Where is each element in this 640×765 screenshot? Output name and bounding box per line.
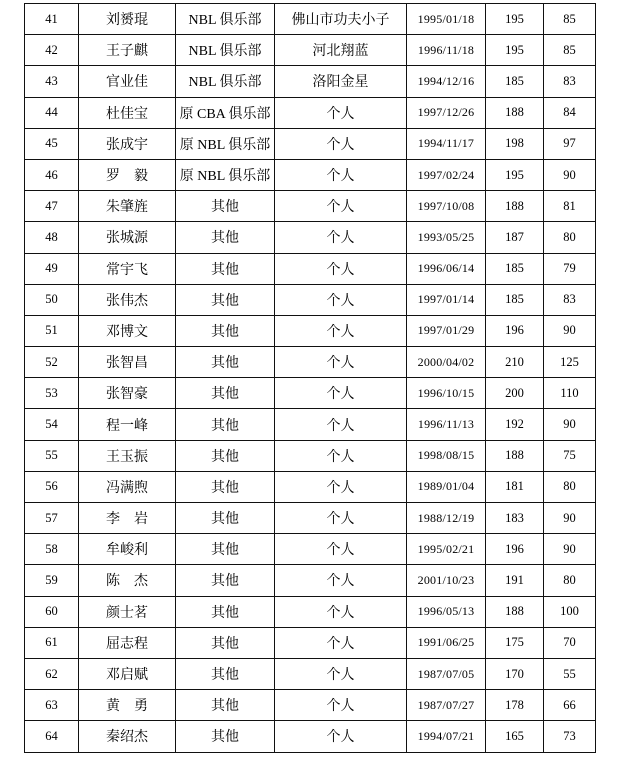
weight-cell: 80 xyxy=(544,222,596,253)
player-name-cell: 罗 毅 xyxy=(79,159,176,190)
row-number-cell: 45 xyxy=(25,128,79,159)
table-row xyxy=(25,284,596,315)
height-cell: 210 xyxy=(486,347,544,378)
height-cell: 185 xyxy=(486,284,544,315)
weight-cell: 85 xyxy=(544,4,596,35)
height-cell: 188 xyxy=(486,97,544,128)
source-club-cell: 原 NBL 俱乐部 xyxy=(176,159,275,190)
player-name-cell: 王玉振 xyxy=(79,440,176,471)
weight-cell: 55 xyxy=(544,658,596,689)
table-row xyxy=(25,191,596,222)
player-name-cell: 王子麒 xyxy=(79,35,176,66)
height-cell: 188 xyxy=(486,596,544,627)
team-cell: 个人 xyxy=(275,191,407,222)
row-number-cell: 63 xyxy=(25,690,79,721)
table-row xyxy=(25,565,596,596)
row-number-cell: 44 xyxy=(25,97,79,128)
weight-cell: 125 xyxy=(544,347,596,378)
row-number-cell: 59 xyxy=(25,565,79,596)
table-row xyxy=(25,721,596,752)
team-cell: 个人 xyxy=(275,503,407,534)
height-cell: 195 xyxy=(486,4,544,35)
player-name-cell: 程一峰 xyxy=(79,409,176,440)
table-row xyxy=(25,315,596,346)
player-name-cell: 张智豪 xyxy=(79,378,176,409)
table-row xyxy=(25,35,596,66)
height-cell: 195 xyxy=(486,35,544,66)
row-number-cell: 52 xyxy=(25,347,79,378)
row-number-cell: 41 xyxy=(25,4,79,35)
player-name-cell: 杜佳宝 xyxy=(79,97,176,128)
height-cell: 195 xyxy=(486,159,544,190)
team-cell: 个人 xyxy=(275,97,407,128)
player-name-cell: 朱肇旌 xyxy=(79,191,176,222)
birth-date-cell: 1996/11/18 xyxy=(407,35,486,66)
team-cell: 洛阳金星 xyxy=(275,66,407,97)
source-club-cell: 其他 xyxy=(176,471,275,502)
team-cell: 个人 xyxy=(275,440,407,471)
height-cell: 196 xyxy=(486,534,544,565)
birth-date-cell: 1989/01/04 xyxy=(407,471,486,502)
player-name-cell: 邓启赋 xyxy=(79,658,176,689)
source-club-cell: 其他 xyxy=(176,596,275,627)
height-cell: 188 xyxy=(486,440,544,471)
player-name-cell: 陈 杰 xyxy=(79,565,176,596)
source-club-cell: 其他 xyxy=(176,534,275,565)
weight-cell: 79 xyxy=(544,253,596,284)
player-name-cell: 刘赟琨 xyxy=(79,4,176,35)
height-cell: 188 xyxy=(486,191,544,222)
birth-date-cell: 2000/04/02 xyxy=(407,347,486,378)
player-table xyxy=(24,3,596,753)
birth-date-cell: 1997/12/26 xyxy=(407,97,486,128)
row-number-cell: 49 xyxy=(25,253,79,284)
source-club-cell: 其他 xyxy=(176,315,275,346)
source-club-cell: 其他 xyxy=(176,503,275,534)
source-club-cell: 其他 xyxy=(176,627,275,658)
source-club-cell: 其他 xyxy=(176,191,275,222)
source-club-cell: 原 NBL 俱乐部 xyxy=(176,128,275,159)
player-name-cell: 张智昌 xyxy=(79,347,176,378)
player-name-cell: 颜士茗 xyxy=(79,596,176,627)
team-cell: 个人 xyxy=(275,159,407,190)
birth-date-cell: 1997/01/29 xyxy=(407,315,486,346)
height-cell: 196 xyxy=(486,315,544,346)
table-row xyxy=(25,627,596,658)
birth-date-cell: 1998/08/15 xyxy=(407,440,486,471)
birth-date-cell: 1996/05/13 xyxy=(407,596,486,627)
source-club-cell: 其他 xyxy=(176,409,275,440)
height-cell: 185 xyxy=(486,66,544,97)
player-name-cell: 张城源 xyxy=(79,222,176,253)
birth-date-cell: 1994/11/17 xyxy=(407,128,486,159)
source-club-cell: 其他 xyxy=(176,222,275,253)
table-row xyxy=(25,159,596,190)
team-cell: 个人 xyxy=(275,378,407,409)
source-club-cell: 其他 xyxy=(176,658,275,689)
birth-date-cell: 1995/02/21 xyxy=(407,534,486,565)
row-number-cell: 61 xyxy=(25,627,79,658)
birth-date-cell: 1997/10/08 xyxy=(407,191,486,222)
player-name-cell: 官业佳 xyxy=(79,66,176,97)
table-row xyxy=(25,128,596,159)
team-cell: 个人 xyxy=(275,409,407,440)
team-cell: 个人 xyxy=(275,128,407,159)
birth-date-cell: 1987/07/27 xyxy=(407,690,486,721)
table-row xyxy=(25,503,596,534)
weight-cell: 90 xyxy=(544,503,596,534)
team-cell: 个人 xyxy=(275,222,407,253)
player-name-cell: 李 岩 xyxy=(79,503,176,534)
player-name-cell: 张成宇 xyxy=(79,128,176,159)
table-row xyxy=(25,97,596,128)
team-cell: 个人 xyxy=(275,347,407,378)
weight-cell: 80 xyxy=(544,565,596,596)
table-row xyxy=(25,658,596,689)
team-cell: 个人 xyxy=(275,565,407,596)
table-row xyxy=(25,347,596,378)
team-cell: 个人 xyxy=(275,627,407,658)
weight-cell: 84 xyxy=(544,97,596,128)
team-cell: 个人 xyxy=(275,315,407,346)
source-club-cell: 其他 xyxy=(176,440,275,471)
team-cell: 个人 xyxy=(275,253,407,284)
table-row xyxy=(25,596,596,627)
row-number-cell: 60 xyxy=(25,596,79,627)
row-number-cell: 47 xyxy=(25,191,79,222)
source-club-cell: 其他 xyxy=(176,253,275,284)
team-cell: 河北翔蓝 xyxy=(275,35,407,66)
weight-cell: 73 xyxy=(544,721,596,752)
source-club-cell: 其他 xyxy=(176,690,275,721)
height-cell: 178 xyxy=(486,690,544,721)
birth-date-cell: 1988/12/19 xyxy=(407,503,486,534)
height-cell: 183 xyxy=(486,503,544,534)
weight-cell: 80 xyxy=(544,471,596,502)
row-number-cell: 43 xyxy=(25,66,79,97)
height-cell: 191 xyxy=(486,565,544,596)
row-number-cell: 64 xyxy=(25,721,79,752)
source-club-cell: 其他 xyxy=(176,378,275,409)
table-row xyxy=(25,440,596,471)
table-row xyxy=(25,409,596,440)
source-club-cell: NBL 俱乐部 xyxy=(176,66,275,97)
birth-date-cell: 1991/06/25 xyxy=(407,627,486,658)
table-body xyxy=(25,4,596,753)
height-cell: 170 xyxy=(486,658,544,689)
height-cell: 175 xyxy=(486,627,544,658)
table-row xyxy=(25,471,596,502)
weight-cell: 110 xyxy=(544,378,596,409)
table-row xyxy=(25,4,596,35)
row-number-cell: 53 xyxy=(25,378,79,409)
weight-cell: 90 xyxy=(544,159,596,190)
birth-date-cell: 2001/10/23 xyxy=(407,565,486,596)
weight-cell: 90 xyxy=(544,409,596,440)
row-number-cell: 55 xyxy=(25,440,79,471)
birth-date-cell: 1997/02/24 xyxy=(407,159,486,190)
team-cell: 个人 xyxy=(275,721,407,752)
row-number-cell: 50 xyxy=(25,284,79,315)
table-row xyxy=(25,66,596,97)
height-cell: 200 xyxy=(486,378,544,409)
row-number-cell: 42 xyxy=(25,35,79,66)
weight-cell: 90 xyxy=(544,534,596,565)
weight-cell: 85 xyxy=(544,35,596,66)
row-number-cell: 48 xyxy=(25,222,79,253)
height-cell: 185 xyxy=(486,253,544,284)
source-club-cell: 其他 xyxy=(176,721,275,752)
team-cell: 个人 xyxy=(275,596,407,627)
source-club-cell: 其他 xyxy=(176,284,275,315)
player-name-cell: 黄 勇 xyxy=(79,690,176,721)
source-club-cell: NBL 俱乐部 xyxy=(176,35,275,66)
birth-date-cell: 1996/10/15 xyxy=(407,378,486,409)
team-cell: 佛山市功夫小子 xyxy=(275,4,407,35)
weight-cell: 81 xyxy=(544,191,596,222)
weight-cell: 75 xyxy=(544,440,596,471)
birth-date-cell: 1995/01/18 xyxy=(407,4,486,35)
source-club-cell: NBL 俱乐部 xyxy=(176,4,275,35)
height-cell: 181 xyxy=(486,471,544,502)
birth-date-cell: 1987/07/05 xyxy=(407,658,486,689)
table-row xyxy=(25,253,596,284)
table-row xyxy=(25,222,596,253)
team-cell: 个人 xyxy=(275,471,407,502)
height-cell: 198 xyxy=(486,128,544,159)
source-club-cell: 其他 xyxy=(176,347,275,378)
row-number-cell: 57 xyxy=(25,503,79,534)
birth-date-cell: 1993/05/25 xyxy=(407,222,486,253)
weight-cell: 97 xyxy=(544,128,596,159)
row-number-cell: 46 xyxy=(25,159,79,190)
team-cell: 个人 xyxy=(275,534,407,565)
height-cell: 187 xyxy=(486,222,544,253)
height-cell: 192 xyxy=(486,409,544,440)
team-cell: 个人 xyxy=(275,658,407,689)
birth-date-cell: 1997/01/14 xyxy=(407,284,486,315)
player-name-cell: 屈志程 xyxy=(79,627,176,658)
team-cell: 个人 xyxy=(275,690,407,721)
player-name-cell: 张伟杰 xyxy=(79,284,176,315)
table-row xyxy=(25,690,596,721)
weight-cell: 100 xyxy=(544,596,596,627)
birth-date-cell: 1996/06/14 xyxy=(407,253,486,284)
weight-cell: 70 xyxy=(544,627,596,658)
weight-cell: 83 xyxy=(544,284,596,315)
table-row xyxy=(25,378,596,409)
source-club-cell: 原 CBA 俱乐部 xyxy=(176,97,275,128)
table-row xyxy=(25,534,596,565)
player-name-cell: 冯满煦 xyxy=(79,471,176,502)
row-number-cell: 56 xyxy=(25,471,79,502)
team-cell: 个人 xyxy=(275,284,407,315)
row-number-cell: 51 xyxy=(25,315,79,346)
birth-date-cell: 1996/11/13 xyxy=(407,409,486,440)
player-name-cell: 常宇飞 xyxy=(79,253,176,284)
birth-date-cell: 1994/07/21 xyxy=(407,721,486,752)
row-number-cell: 62 xyxy=(25,658,79,689)
player-name-cell: 秦绍杰 xyxy=(79,721,176,752)
birth-date-cell: 1994/12/16 xyxy=(407,66,486,97)
player-name-cell: 邓博文 xyxy=(79,315,176,346)
player-name-cell: 牟峻利 xyxy=(79,534,176,565)
weight-cell: 66 xyxy=(544,690,596,721)
height-cell: 165 xyxy=(486,721,544,752)
weight-cell: 83 xyxy=(544,66,596,97)
row-number-cell: 58 xyxy=(25,534,79,565)
row-number-cell: 54 xyxy=(25,409,79,440)
source-club-cell: 其他 xyxy=(176,565,275,596)
weight-cell: 90 xyxy=(544,315,596,346)
